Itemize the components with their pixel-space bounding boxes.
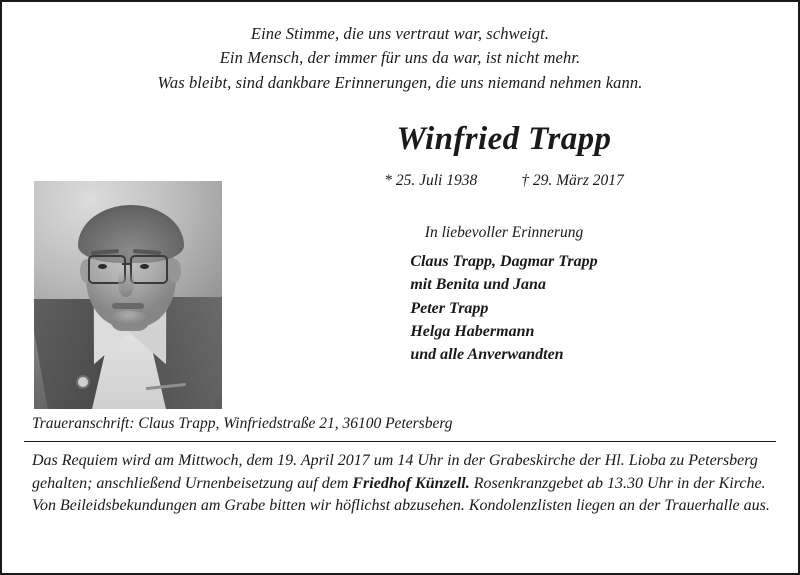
portrait-mouth — [112, 303, 144, 309]
divider — [24, 441, 776, 442]
portrait-column — [24, 109, 232, 409]
death-date: † 29. März 2017 — [521, 172, 624, 190]
portrait-glasses-right-lens — [130, 255, 168, 284]
main-row — [24, 109, 776, 409]
memorial-lead: In liebevoller Erinnerung — [424, 224, 584, 242]
verse-line-2: Ein Mensch, der immer für uns da war, ist nicht mehr. — [219, 48, 581, 68]
list-item: und alle Anverwandten — [410, 345, 564, 363]
mourning-address: Traueranschrift: Claus Trapp, Winfriedstraße 21, 36100 Petersberg — [32, 415, 453, 433]
portrait-glasses-bridge — [122, 263, 132, 265]
page-title: Winfried Trapp — [396, 121, 612, 158]
requiem-details — [24, 450, 776, 517]
verse-block — [24, 22, 776, 95]
requiem-text-part-2: Rosenkranzgebet ab 13.30 Uhr in der Kirche. Von Beileidsbekundungen am Grabe bitten wir höflichst abzusehen. Kondolenzlisten liegen an der Trauerhalle aus. — [32, 474, 770, 514]
mourners-list — [410, 250, 597, 366]
text-column — [232, 109, 776, 366]
list-item: Helga Habermann — [410, 322, 535, 340]
life-dates — [232, 172, 776, 190]
verse-line-1: Eine Stimme, die uns vertraut war, schweigt. — [250, 24, 550, 43]
requiem-text-part-1: Das Requiem wird am Mittwoch, dem 19. April 2017 um 14 Uhr in der Grabeskirche der Hl. Lioba zu Petersberg gehalten; anschließend Urnenbeisetzung auf dem — [32, 452, 758, 492]
cemetery-highlight: Friedhof Künzell. — [352, 474, 470, 492]
list-item: Claus Trapp, Dagmar Trapp — [410, 253, 598, 271]
list-item: mit Benita und Jana — [410, 276, 546, 294]
portrait-photo — [34, 181, 222, 409]
birth-date: * 25. Juli 1938 — [384, 172, 478, 190]
verse-line-3: Was bleibt, sind dankbare Erinnerungen, die uns niemand nehmen kann. — [157, 72, 643, 92]
list-item: Peter Trapp — [410, 299, 489, 317]
